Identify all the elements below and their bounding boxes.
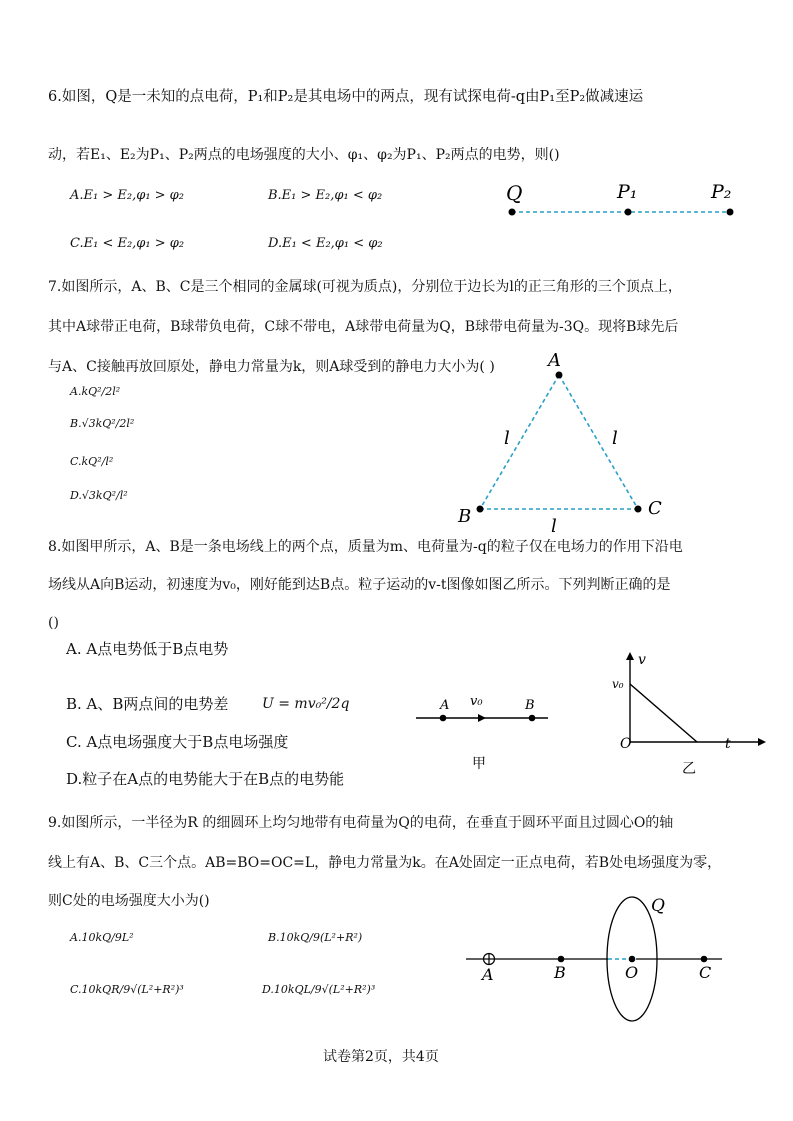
q8-label-v0: v₀ — [470, 694, 483, 709]
q8-label-b: B — [525, 698, 535, 713]
q9-line1: 9.如图所示，一半径为R 的细圆环上均匀地带有电荷量为Q的电荷，在垂直于圆环平面且过圆心O的轴 — [48, 815, 674, 831]
q7-label-a: A — [548, 350, 561, 371]
q6-line2: 动，若E₁、E₂为P₁、P₂两点的电场强度的大小、φ₁、φ₂为P₁、P₂两点的电势，则() — [48, 147, 560, 163]
q6-label-p1: P₁ — [617, 181, 638, 203]
q9-label-q: Q — [651, 896, 665, 916]
q9-ring-diagram — [460, 890, 730, 1030]
q7-line2: 其中A球带正电荷，B球带负电荷，C球不带电，A球带电荷量为Q，B球带电荷量为-3Q。现将B球先后 — [48, 319, 679, 335]
q9-label-a: A — [482, 965, 494, 984]
q8-option-a: A. A点电势低于B点电势 — [66, 640, 229, 658]
q9-point-b — [558, 956, 565, 963]
q8-diagram-jia — [410, 690, 555, 775]
q7-option-c: C.kQ²/l² — [70, 455, 114, 468]
page-footer: 试卷第2页，共4页 — [323, 1049, 439, 1065]
q6-option-c: C.E₁ < E₂,φ₁ > φ₂ — [70, 236, 185, 251]
q8-vt-t-axis-label: t — [725, 736, 731, 752]
q6-label-p2: P₂ — [711, 181, 732, 203]
q6-option-b: B.E₁ > E₂,φ₁ < φ₂ — [268, 188, 383, 203]
q7-option-d: D.√3kQ²/l² — [70, 489, 128, 502]
q8-vt-v-axis-label: v — [638, 652, 646, 668]
q8-point-a — [440, 715, 447, 722]
q6-diagram — [500, 178, 745, 223]
q8-option-b-text: B. A、B两点间的电势差 — [66, 695, 229, 713]
q9-option-b: B.10kQ/9(L²+R²) — [268, 931, 363, 944]
q8-vt-line — [630, 684, 697, 742]
q6-point-q — [509, 209, 516, 216]
q6-point-p1 — [625, 209, 632, 216]
q8-option-d: D.粒子在A点的电势能大于在B点的电势能 — [66, 770, 345, 788]
q6-label-q: Q — [506, 181, 523, 205]
q8-vt-origin-label: O — [620, 736, 632, 752]
q7-triangle-diagram — [450, 348, 680, 538]
q8-line3: () — [48, 615, 59, 631]
q7-option-b: B.√3kQ²/2l² — [70, 417, 135, 430]
q8-line2: 场线从A向B运动，初速度为v₀，刚好能到达B点。粒子运动的v-t图像如图乙所示。下列判断正确的是 — [48, 577, 671, 593]
q9-label-o: O — [625, 963, 639, 982]
q7-label-side-bottom: l — [551, 516, 557, 537]
q9-positive-charge-icon — [484, 954, 495, 965]
q7-line3: 与A、C接触再放回原处，静电力常量为k，则A球受到的静电力大小为( ) — [48, 359, 495, 375]
q7-label-side-right: l — [612, 428, 618, 449]
q9-option-a: A.10kQ/9L² — [70, 931, 134, 944]
q9-point-o — [629, 956, 636, 963]
q8-point-b — [529, 715, 536, 722]
q6-option-d: D.E₁ < E₂,φ₁ < φ₂ — [268, 236, 383, 251]
q9-line3: 则C处的电场强度大小为() — [48, 893, 210, 909]
q7-label-side-left: l — [504, 428, 510, 449]
q7-label-c: C — [648, 498, 662, 519]
q8-vt-v0-label: v₀ — [612, 677, 624, 691]
q7-ball-a — [556, 372, 563, 379]
q9-option-d: D.10kQL/9√(L²+R²)³ — [262, 983, 376, 996]
q9-option-c: C.10kQR/9√(L²+R²)³ — [70, 983, 184, 996]
q9-point-c — [701, 956, 708, 963]
q7-label-b: B — [458, 506, 472, 527]
q7-ball-b — [477, 506, 484, 513]
q6-line1: 6.如图，Q是一未知的点电荷，P₁和P₂是其电场中的两点，现有试探电荷-q由P₁至P₂做减速运 — [48, 89, 644, 105]
q6-point-p2 — [727, 209, 734, 216]
q9-label-b: B — [554, 963, 566, 982]
q8-vt-graph-yi — [610, 648, 770, 778]
q8-label-a: A — [440, 698, 450, 713]
q6-option-a: A.E₁ > E₂,φ₁ > φ₂ — [70, 188, 184, 203]
q8-caption-yi: 乙 — [682, 761, 696, 777]
q7-option-a: A.kQ²/2l² — [70, 385, 121, 398]
q7-ball-c — [635, 506, 642, 513]
q9-label-c: C — [699, 963, 712, 982]
q8-option-b-formula: U = mv₀²/2q — [262, 696, 350, 712]
q8-line1: 8.如图甲所示，A、B是一条电场线上的两个点，质量为m、电荷量为-q的粒子仅在电场力的作用下沿电 — [48, 539, 683, 555]
q8-option-c: C. A点电场强度大于B点电场强度 — [66, 733, 289, 751]
q9-line2: 线上有A、B、C三个点。AB=BO=OC=L，静电力常量为k。在A处固定一正点电荷，若B处电场强度为零， — [48, 855, 722, 871]
q8-caption-jia: 甲 — [472, 756, 486, 772]
q7-line1: 7.如图所示，A、B、C是三个相同的金属球(可视为质点)，分别位于边长为l的正三角形的三个顶点上， — [48, 279, 682, 295]
